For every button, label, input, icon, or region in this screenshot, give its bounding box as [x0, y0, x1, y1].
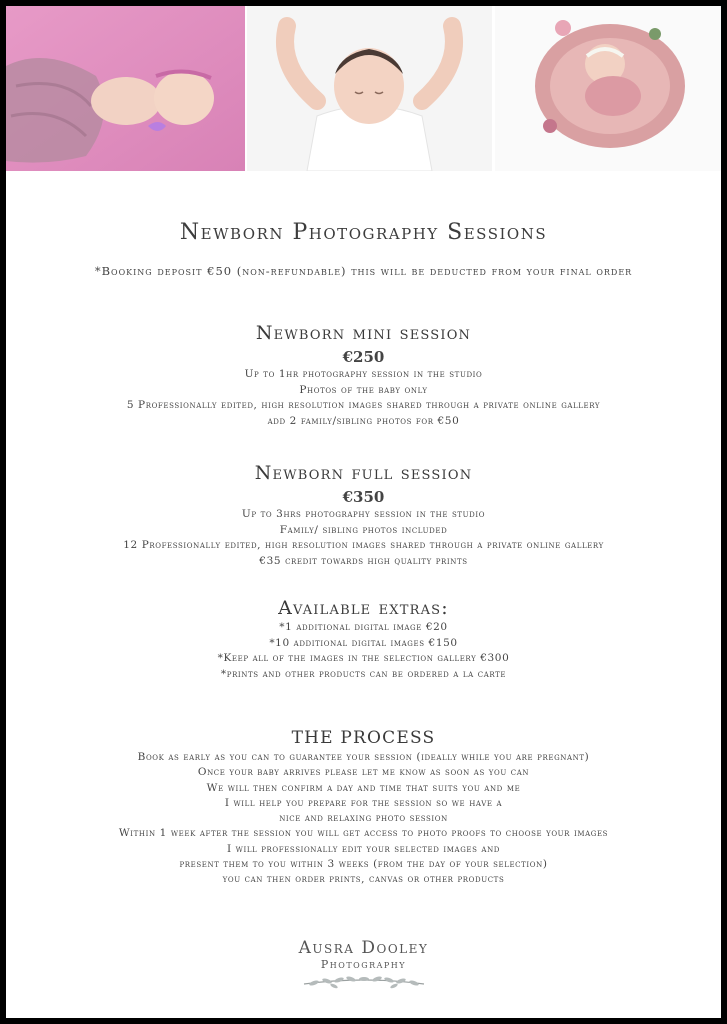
process-line: nice and relaxing photo session: [279, 812, 448, 825]
full-session-price: €350: [342, 488, 385, 506]
mini-session-price: €250: [342, 348, 385, 366]
process-line: I will help you prepare for the session so we have a: [224, 796, 503, 809]
page-title: Newborn Photography Sessions: [179, 220, 548, 245]
mini-session-section: [6, 321, 721, 429]
process-line: present them to you within 3 weeks (from the day of your selection): [179, 858, 548, 871]
full-session-line: Up to 3hrs photography session in the studio: [241, 508, 486, 520]
process-line: Within 1 week after the session you will get access to photo proofs to choose your images: [118, 827, 609, 840]
logo-subtitle: Photography: [320, 958, 407, 971]
process-line: Once your baby arrives please let me know as soon as you can: [197, 766, 530, 779]
studio-logo: [6, 938, 721, 992]
process-line: Book as early as you can to guarantee your session (ideally while you are pregnant): [137, 751, 590, 763]
full-session-line: 12 Professionally edited, high resolution images shared through a private online gallery: [123, 539, 604, 551]
process-line: you can then order prints, canvas or other products: [222, 873, 505, 886]
logo-name: Ausra Dooley: [298, 938, 429, 958]
process-section: [6, 726, 721, 888]
extras-section: [6, 596, 721, 682]
mini-session-line: Up to 1hr photography session in the studio: [244, 368, 483, 380]
mini-session-heading: Newborn mini session: [255, 322, 472, 344]
photo-baby-on-pink-blanket: [6, 6, 245, 171]
mini-session-line: add 2 family/sibling photos for €50: [267, 414, 460, 427]
extras-line: *1 additional digital image €20: [279, 621, 448, 633]
photo-baby-in-fur-bowl: [495, 6, 721, 171]
photo-baby-arms-up: [247, 6, 492, 171]
full-session-section: [6, 461, 721, 569]
mini-session-line: Photos of the baby only: [299, 383, 428, 396]
price-list-page: [6, 6, 721, 1018]
photo-strip: [6, 6, 721, 171]
process-line: I will professionally edit your selected images and: [226, 842, 501, 855]
full-session-line: €35 credit towards high quality prints: [259, 554, 468, 567]
full-session-line: Family/ sibling photos included: [279, 523, 448, 536]
extras-line: *Keep all of the images in the selection gallery €300: [217, 652, 510, 664]
extras-heading: Available extras:: [278, 597, 449, 619]
process-heading: THE PROCESS: [291, 728, 436, 748]
process-line: We will then confirm a day and time that suits you and me: [206, 781, 521, 794]
extras-line: *10 additional digital images €150: [269, 636, 458, 649]
leaf-garland-icon: [299, 974, 429, 992]
booking-deposit-note: *Booking deposit €50 (non-refundable) this will be deducted from your final order: [94, 264, 633, 278]
extras-line: *prints and other products can be ordered a la carte: [220, 667, 507, 680]
mini-session-line: 5 Professionally edited, high resolution images shared through a private online gallery: [126, 399, 601, 411]
full-session-heading: Newborn full session: [254, 462, 473, 484]
